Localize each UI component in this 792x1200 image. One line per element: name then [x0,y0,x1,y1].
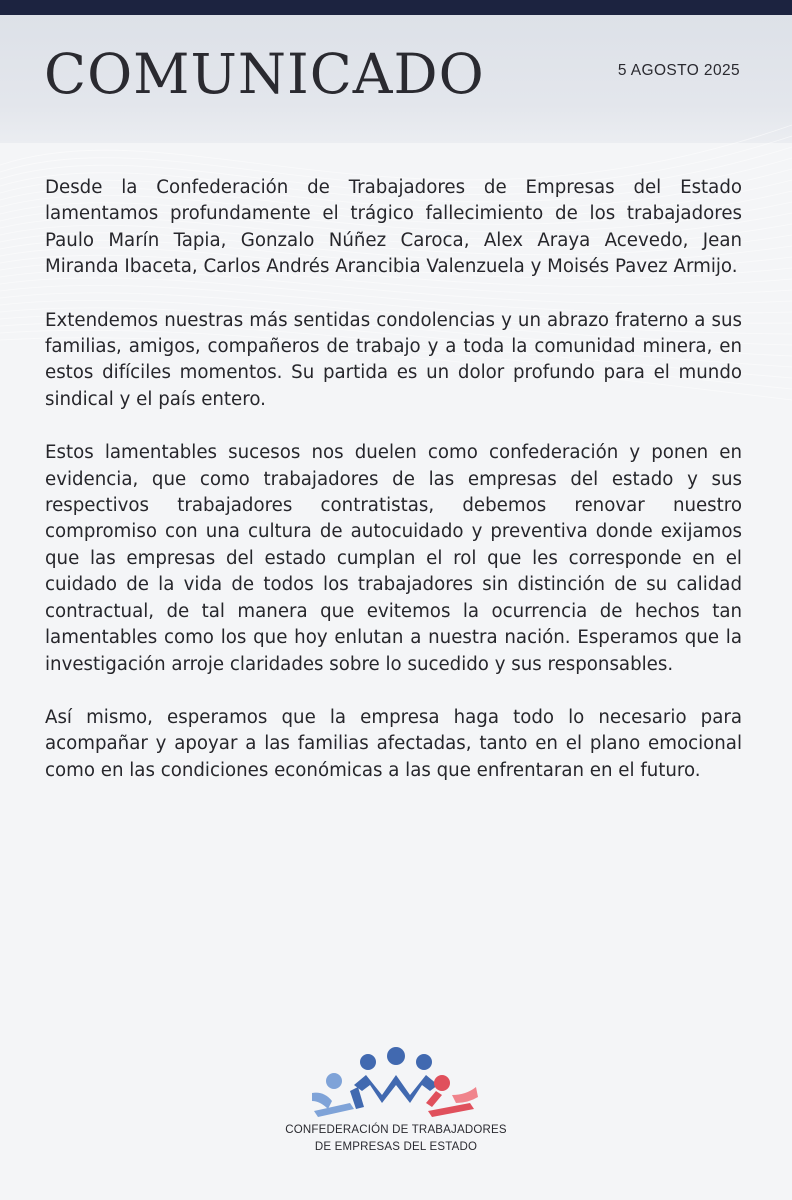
organization-name [240,1122,552,1156]
organization-name-line1: CONFEDERACIÓN DE TRABAJADORES [285,1124,507,1136]
paragraph-4: Así mismo, esperamos que la empresa haga todo lo necesario para acompañar y apoyar a las familias afectadas, tanto en el plano emocional como en las condiciones económicas a las que enfrentaran en el futuro. [45,706,742,781]
people-figures-logo-icon [310,1045,482,1120]
top-bar [0,0,792,15]
paragraph-3: Estos lamentables sucesos nos duelen como confederación y ponen en evidencia, que como trabajadores de las empresas del estado y sus respectivos trabajadores contratistas, debemos renovar nuestro compromiso con una cultura de autocuidado y preventiva donde exijamos que las empresas del estado cumplan el rol que les corresponde en el cuidado de la vida de todos los trabajadores sin distinción de su calidad contractual, de tal manera que evitemos la ocurrencia de hechos tan lamentables como los que hoy enlutan a nuestra nación. Esperamos que la investigación arroje claridades sobre lo sucedido y sus responsables. [45,442,742,675]
organization-name-line2: DE EMPRESAS DEL ESTADO [314,1141,478,1153]
paragraph-2: Extendemos nuestras más sentidas condolencias y un abrazo fraterno a sus familias, amigos, compañeros de trabajo y a toda la comunidad minera, en estos difíciles momentos. Su partida es un dolor profundo para el mundo sindical y el país entero. [45,309,742,410]
page-title: COMUNICADO [44,42,485,106]
letter-body [45,175,742,811]
wave-line [0,125,792,180]
paragraph-1: Desde la Confederación de Trabajadores de Empresas del Estado lamentamos profundamente el trágico fallecimiento de los trabajadores Paulo Marín Tapia, Gonzalo Núñez Caroca, Alex Araya Acevedo, Jean Miranda Ibaceta, Carlos Andrés Arancibia Valenzuela y Moisés Pavez Armijo. [45,177,742,278]
date-label: 5 AGOSTO 2025 [617,62,740,79]
